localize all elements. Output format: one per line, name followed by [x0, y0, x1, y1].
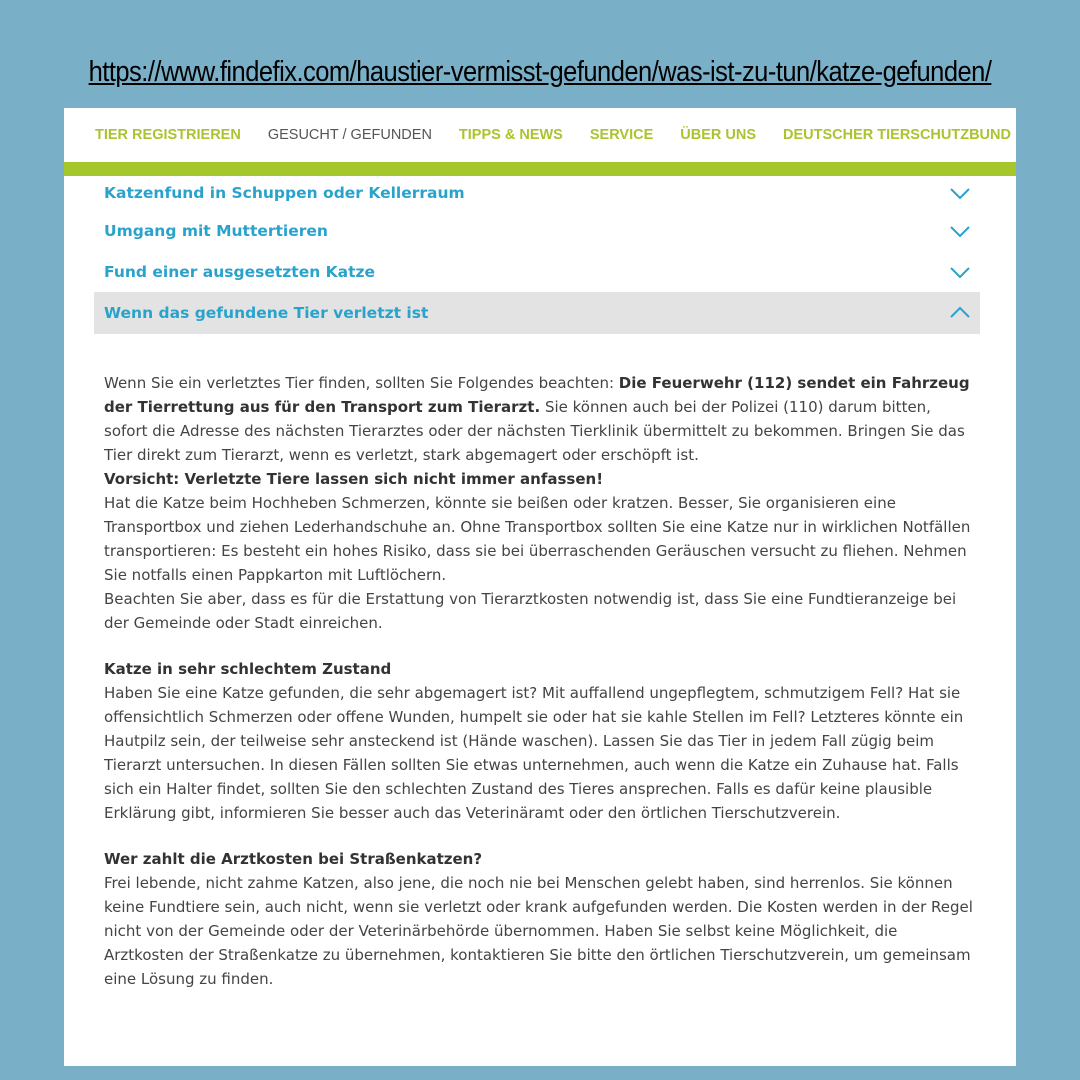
- accordion-item-schuppen[interactable]: [94, 176, 980, 210]
- costs-heading: Wer zahlt die Arztkosten bei Straßenkatzen?: [104, 850, 483, 868]
- page-screenshot-panel: [64, 108, 1016, 1066]
- nav-item-gesucht-gefunden[interactable]: GESUCHT / GEFUNDEN: [267, 127, 432, 143]
- accordion-item-muttertiere[interactable]: [94, 210, 980, 252]
- intro-lead-text: Wenn Sie ein verletztes Tier finden, sollten Sie Folgendes beachten:: [104, 374, 619, 392]
- nav-item-ueber-uns[interactable]: ÜBER UNS: [680, 127, 756, 143]
- bad-state-heading: Katze in sehr schlechtem Zustand: [104, 660, 392, 678]
- costs-paragraph: Frei lebende, nicht zahme Katzen, also jene, die noch nie bei Menschen gelebt haben, sind herrenlos. Sie können keine Fundtiere sein, auch nicht, wenn sie verletzt oder krank aufgefunden werden. Die Kosten werden in der Regel nicht von der Gemeinde oder der Veterinärbehörde übernommen. Haben Sie selbst keine Möglichkeit, die Arztkosten der Straßenkatze zu übernehmen, kontaktieren Sie bitte den örtlichen Tierschutzverein, um gemeinsam eine Lösung zu finden.: [104, 874, 973, 988]
- accordion-content: [104, 371, 979, 991]
- intro-emphasis: Die Feuerwehr (112) sendet ein Fahrzeug der Tierrettung aus für den Transport zum Tierarzt.: [104, 374, 970, 416]
- bad-state-paragraph: Haben Sie eine Katze gefunden, die sehr abgemagert ist? Mit auffallend ungepflegtem, schmutzigem Fell? Hat sie offensichtlich Schmerzen oder offene Wunden, humpelt sie oder hat sie kahle Stellen im Fell? Letzteres könnte ein Hautpilz sein, der teilweise sehr ansteckend ist (Hände waschen). Lassen Sie das Tier in jedem Fall zügig beim Tierarzt untersuchen. In diesen Fällen sollten Sie etwas unternehmen, auch wenn die Katze ein Zuhause hat. Falls sich ein Halter findet, sollten Sie den schlechten Zustand des Tieres ansprechen. Falls es dafür keine plausible Erklärung gibt, informieren Sie besser auch das Veterinäramt oder den örtlichen Tierschutzverein.: [104, 684, 964, 822]
- chevron-down-icon: [948, 185, 972, 201]
- accordion-title: Fund einer ausgesetzten Katze: [104, 263, 376, 281]
- caution-heading: Vorsicht: Verletzte Tiere lassen sich nicht immer anfassen!: [104, 470, 604, 488]
- source-url-link[interactable]: https://www.findefix.com/haustier-vermisst-gefunden/was-ist-zu-tun/katze-gefunden/: [88, 56, 992, 88]
- accordion-title: Umgang mit Muttertieren: [104, 222, 328, 240]
- chevron-down-icon: [948, 264, 972, 280]
- chevron-up-icon: [948, 305, 972, 321]
- nav-item-tipps-news[interactable]: TIPPS & NEWS: [458, 127, 563, 143]
- caution-note: Beachten Sie aber, dass es für die Erstattung von Tierarztkosten notwendig ist, dass Sie eine Fundtieranzeige bei der Gemeinde oder Stadt einreichen.: [104, 590, 957, 632]
- nav-accent-bar: [64, 162, 1016, 176]
- accordion-title: Katzenfund in Schuppen oder Kellerraum: [104, 184, 465, 202]
- chevron-down-icon: [948, 223, 972, 239]
- nav-item-tier-registrieren[interactable]: TIER REGISTRIEREN: [95, 127, 241, 143]
- nav-item-deutscher-tierschutzbund[interactable]: DEUTSCHER TIERSCHUTZBUND: [783, 127, 1011, 143]
- accordion-title: Wenn das gefundene Tier verletzt ist: [104, 304, 429, 322]
- main-navigation: [64, 108, 1016, 162]
- accordion-item-verletztes-tier[interactable]: [94, 292, 980, 334]
- caution-paragraph: Hat die Katze beim Hochheben Schmerzen, könnte sie beißen oder kratzen. Besser, Sie organisieren eine Transportbox und ziehen Lederhandschuhe an. Ohne Transportbox sollten Sie eine Katze nur in wirklichen Notfällen transportieren: Es besteht ein hohes Risiko, dass sie bei überraschenden Geräuschen versucht zu fliehen. Nehmen Sie notfalls einen Pappkarton mit Luftlöchern.: [104, 494, 971, 584]
- intro-paragraph: [104, 371, 979, 467]
- nav-item-service[interactable]: SERVICE: [589, 127, 654, 143]
- intro-rest-text: Sie können auch bei der Polizei (110) darum bitten, sofort die Adresse des nächsten Tierarztes oder der nächsten Tierklinik übermittelt zu bekommen. Bringen Sie das Tier direkt zum Tierarzt, wenn es verletzt, stark abgemagert oder erschöpft ist.: [104, 398, 965, 464]
- accordion-item-ausgesetzte-katze[interactable]: [94, 252, 980, 292]
